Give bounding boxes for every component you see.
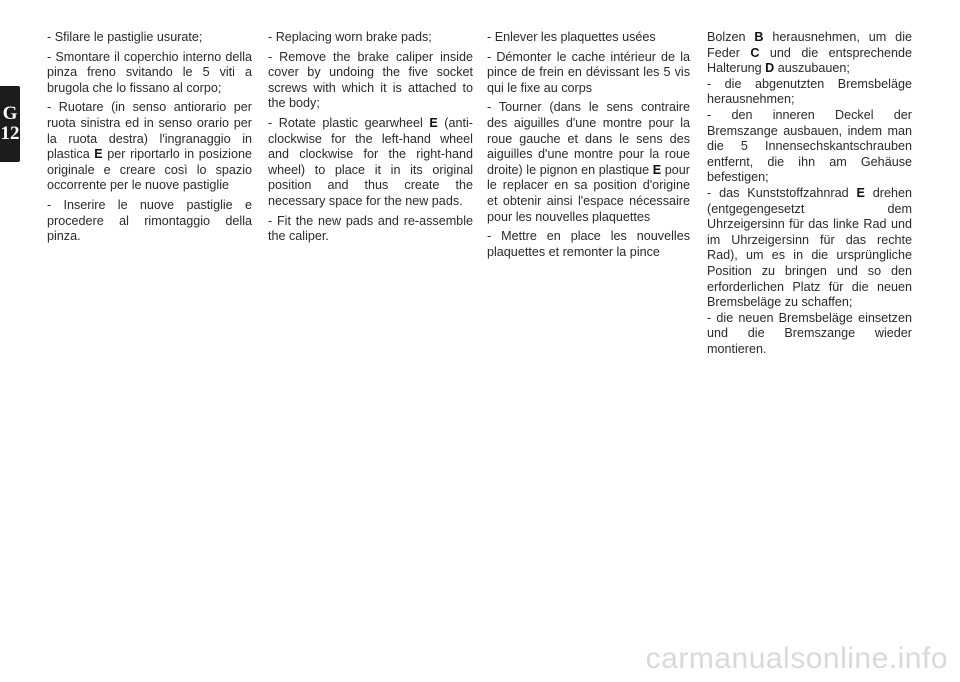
paragraph: - Mettre en place les nouvelles plaquettes et remonter la pince [487, 229, 690, 259]
paragraph: - Sfilare le pastiglie usurate; [47, 30, 203, 44]
paragraph: - Remove the brake caliper inside cover by undoing the five socket screws with which it is attached to the body; [268, 49, 473, 111]
part-label: E [94, 147, 103, 162]
paragraph: - Enlever les plaquettes usées [487, 30, 656, 44]
part-label: C [750, 45, 760, 60]
paragraph: - Fit the new pads and re-assemble the caliper. [268, 213, 473, 244]
part-label: B [754, 30, 764, 44]
paragraph: - Inserire le nuove pastiglie e procedere al rimontaggio della pinza. [47, 197, 252, 244]
column-german [707, 30, 912, 357]
paragraph: - Replacing worn brake pads; [268, 30, 432, 44]
paragraph: - den inneren Deckel der Bremszange ausbauen, indem man die 5 Innensechskantschrauben entfernt, die ihn am Gehäuse befestigen; [707, 107, 912, 185]
paragraph: - Rotate plastic gearwheel E (anti-clockwise for the left-hand wheel and clockwise for the right-hand wheel) to place it in its original position and thus create the necessary space for the new pads. [268, 115, 473, 208]
part-label: E [429, 115, 438, 130]
paragraph: - Démonter le cache intérieur de la pince de frein en dévissant les 5 vis qui le fixe au corps [487, 49, 690, 95]
section-letter: G [2, 103, 18, 124]
section-tab [0, 86, 20, 162]
paragraph: - Ruotare (in senso antiorario per ruota sinistra ed in senso orario per la ruota destra) l'ingranaggio in plastica E per riportarlo in posizione originale e creare così lo spazio occorrente per le nuove pastiglie [47, 100, 252, 193]
paragraph: - die abgenutzten Bremsbeläge herausnehmen; [707, 76, 912, 107]
paragraph: - Smontare il coperchio interno della pinza freno svitando le 5 viti a brugola che lo fissano al corpo; [47, 49, 252, 95]
part-label: D [765, 61, 775, 76]
part-label: E [856, 185, 865, 200]
column-english [268, 30, 473, 249]
paragraph: - Tourner (dans le sens contraire des aiguilles d'une montre pour la roue gauche et dans le sens des aiguilles d'une montre pour la roue droite) le pignon en plastique E pour le replacer en sa position d'origine et obtenir ainsi l'espace nécessaire pour les nouvelles plaquettes [487, 100, 690, 224]
watermark: carmanualsonline.info [645, 642, 948, 675]
paragraph: Bolzen B herausnehmen, um die Feder C und die entsprechende Halterung D auszubauen; [707, 30, 912, 76]
part-label: E [652, 162, 662, 177]
column-french [487, 30, 690, 264]
column-italian [47, 30, 252, 249]
paragraph: - die neuen Bremsbeläge einsetzen und die Bremszange wieder montieren. [707, 310, 912, 356]
paragraph: - das Kunststoffzahnrad E drehen (entgegengesetzt dem Uhrzeigersinn für das linke Rad und im Uhrzeigersinn für das rechte Rad), um es in die ursprüngliche Position zu bringen und so den erforderlichen Platz für die neuen Bremsbeläge zu schaffen; [707, 185, 913, 310]
section-number: 12 [0, 123, 20, 144]
